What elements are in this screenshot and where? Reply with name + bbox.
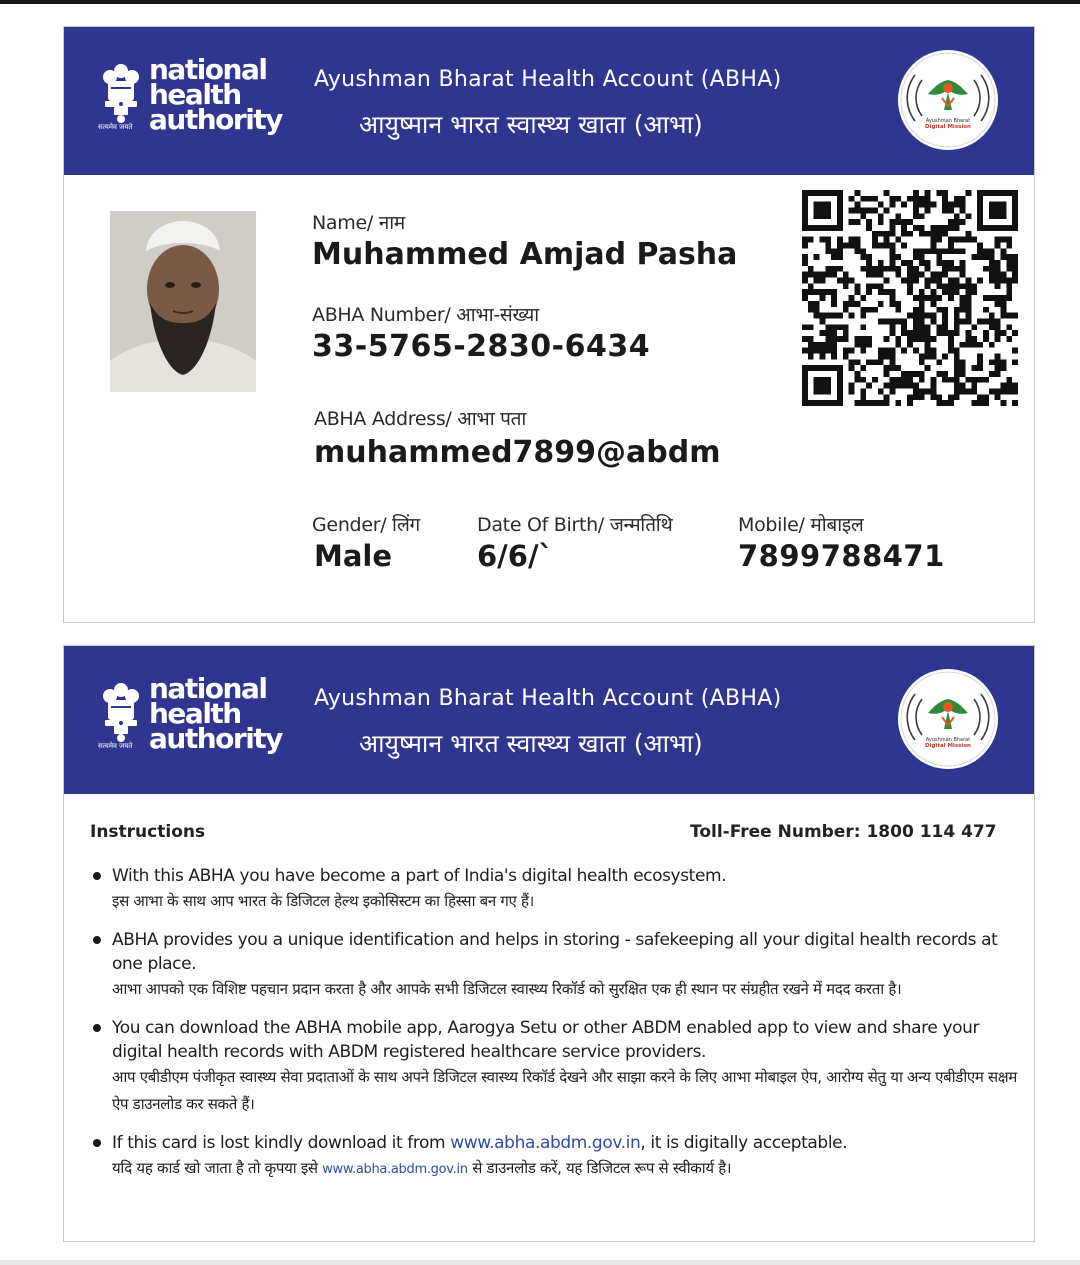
instruction-text: यदि यह कार्ड खो जाता है तो कृपया इसे: [112, 1159, 323, 1177]
card-title-hindi: आयुष्मान भारत स्वास्थ्य खाता (आभा): [359, 110, 703, 139]
qr-code: [802, 190, 1018, 406]
abha-address-value: muhammed7899@abdm: [314, 435, 721, 470]
name-label: Name/ नाम: [312, 212, 405, 234]
nha-logo-line: authority: [149, 103, 282, 136]
instruction-item: [90, 864, 1020, 915]
abha-address-label: ABHA Address/ आभा पता: [314, 408, 527, 430]
dob-value: 6/6/`: [477, 539, 554, 573]
dob-label: Date Of Birth/ जन्मतिथि: [477, 514, 673, 536]
card-header-banner: [64, 27, 1034, 175]
instruction-text: If this card is lost kindly download it from: [112, 1133, 451, 1153]
instructions-list: [90, 864, 1020, 1196]
top-edge: [0, 0, 1080, 4]
gender-value: Male: [314, 539, 393, 573]
instructions-heading: Instructions: [90, 822, 206, 842]
nha-logo-line: authority: [149, 722, 282, 755]
abha-number-label: ABHA Number/ आभा-संख्या: [312, 304, 539, 326]
abha-number-value: 33-5765-2830-6434: [312, 329, 651, 364]
nha-logo: [149, 672, 282, 755]
instruction-text-english: ABHA provides you a unique identification and helps in storing - safekeeping all your digital health records at one place.: [112, 930, 998, 974]
digital-mission-emblem-icon: [898, 50, 998, 150]
emblem-caption: सत्यमेव जयते: [98, 742, 133, 750]
instruction-text-english: With this ABHA you have become a part of India's digital health ecosystem.: [112, 866, 727, 886]
instruction-text-english: [112, 1131, 1020, 1155]
card-title-english: Ayushman Bharat Health Account (ABHA): [314, 67, 782, 92]
bottom-edge: [0, 1260, 1080, 1265]
card-title-hindi: आयुष्मान भारत स्वास्थ्य खाता (आभा): [359, 729, 703, 758]
svg-text:Digital Mission: Digital Mission: [925, 124, 971, 130]
nha-logo-line: national: [149, 672, 267, 705]
holder-photo: [110, 211, 256, 392]
instruction-text-hindi: आभा आपको एक विशिष्ट पहचान प्रदान करता है और आपके सभी डिजिटल स्वास्थ्य रिकॉर्ड को सुरक्षित एक ही स्थान पर संग्रहीत रखने में मदद करता है।: [112, 980, 902, 998]
gender-label: Gender/ लिंग: [312, 514, 420, 536]
svg-text:Ayushman Bharat: Ayushman Bharat: [925, 118, 971, 124]
card-title-english: Ayushman Bharat Health Account (ABHA): [314, 686, 782, 711]
instruction-text: , it is digitally acceptable.: [640, 1133, 848, 1153]
abha-website-link[interactable]: www.abha.abdm.gov.in: [450, 1133, 641, 1153]
nha-logo-line: health: [149, 697, 241, 730]
tollfree-number: Toll-Free Number: 1800 114 477: [690, 822, 997, 842]
mobile-value: 7899788471: [738, 539, 945, 573]
instruction-text-hindi: इस आभा के साथ आप भारत के डिजिटल हेल्थ इकोसिस्टम का हिस्सा बन गए हैं।: [112, 892, 535, 910]
instruction-item: [90, 928, 1020, 1003]
nha-logo-line: health: [149, 78, 241, 111]
instruction-text-english: You can download the ABHA mobile app, Aarogya Setu or other ABDM enabled app to view and share your digital health records with ABDM registered healthcare service providers.: [112, 1018, 980, 1062]
national-emblem-icon: [100, 680, 142, 750]
instruction-item: [90, 1016, 1020, 1118]
national-emblem-icon: [100, 61, 142, 131]
svg-text:Digital Mission: Digital Mission: [925, 743, 971, 749]
svg-text:Ayushman Bharat: Ayushman Bharat: [925, 737, 971, 743]
name-value: Muhammed Amjad Pasha: [312, 237, 738, 272]
instruction-text-hindi: आप एबीडीएम पंजीकृत स्वास्थ्य सेवा प्रदाताओं के साथ अपने डिजिटल स्वास्थ्य रिकॉर्ड देखने और साझा करने के लिए आभा मोबाइल ऐप, आरोग्य सेतु या अन्य एबीडीएम सक्षम ऐप डाउनलोड कर सकते हैं।: [112, 1068, 1018, 1113]
instruction-item: [90, 1131, 1020, 1183]
mobile-label: Mobile/ मोबाइल: [738, 514, 864, 536]
nha-logo: [149, 53, 282, 136]
instruction-text: से डाउनलोड करें, यह डिजिटल रूप से स्वीकार्य है।: [467, 1159, 732, 1177]
instruction-text-hindi: [112, 1155, 1020, 1183]
digital-mission-logo: [898, 50, 998, 150]
digital-mission-logo: [898, 669, 998, 769]
nha-logo-line: national: [149, 53, 267, 86]
abha-card-front: [63, 26, 1035, 623]
abha-card-back: [63, 645, 1035, 1242]
card-header-banner: [64, 646, 1034, 794]
abha-website-link[interactable]: www.abha.abdm.gov.in: [322, 1162, 468, 1177]
emblem-caption: सत्यमेव जयते: [98, 123, 133, 131]
digital-mission-emblem-icon: [898, 669, 998, 769]
